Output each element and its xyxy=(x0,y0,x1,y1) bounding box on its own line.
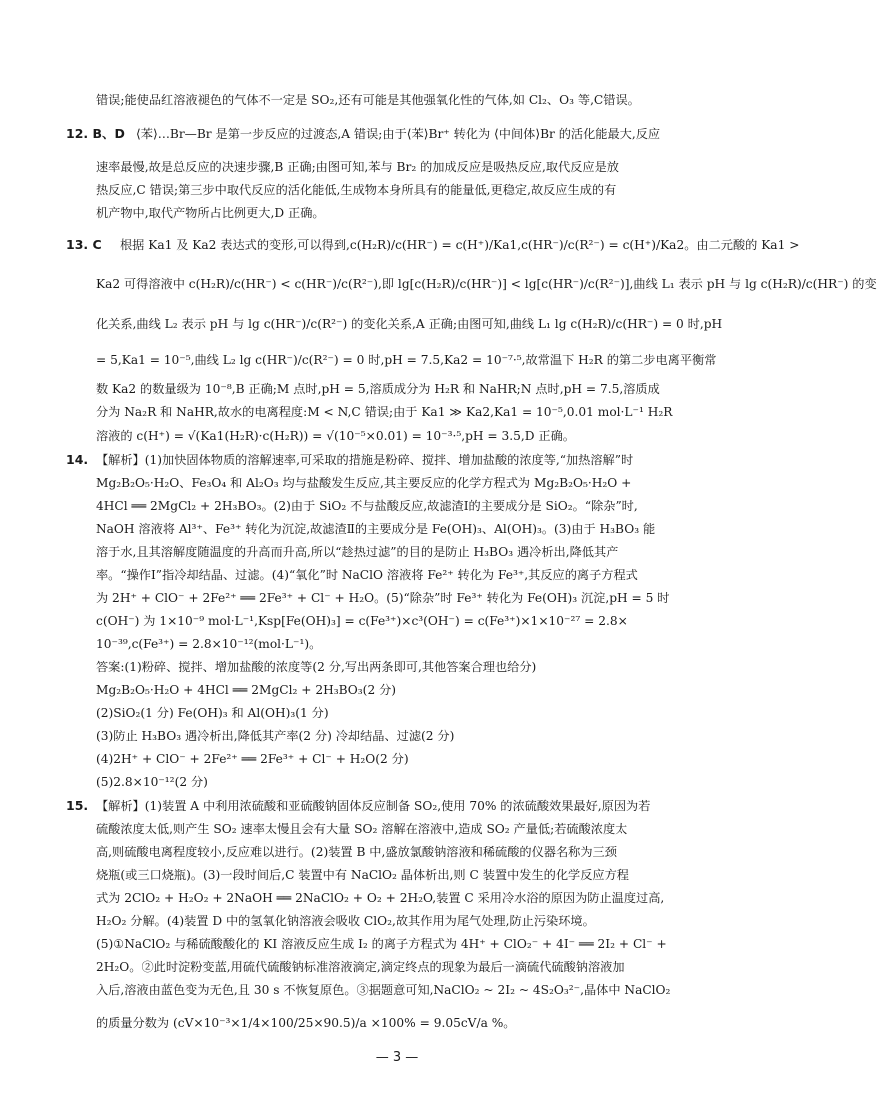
q14-line: Mg₂B₂O₅·H₂O、Fe₃O₄ 和 Al₂O₃ 均与盐酸发生反应,其主要反应的化学方程式为 Mg₂B₂O₅·H₂O + xyxy=(96,476,632,490)
q14-line: NaOH 溶液将 Al³⁺、Fe³⁺ 转化为沉淀,故滤渣Ⅱ的主要成分是 Fe(OH)₃、Al(OH)₃。(3)由于 H₃BO₃ 能 xyxy=(96,522,656,536)
q14-line: c(OH⁻) 为 1×10⁻⁹ mol·L⁻¹,Ksp[Fe(OH)₃] = c(Fe³⁺)×c³(OH⁻) = c(Fe³⁺)×1×10⁻²⁷ = 2.8× xyxy=(96,614,628,628)
q14-line: 【解析】(1)加快固体物质的溶解速率,可采取的措施是粉碎、搅拌、增加盐酸的浓度等,“加热溶解”时 xyxy=(96,453,634,467)
q12-line: 速率最慢,故是总反应的决速步骤,B 正确;由图可知,苯与 Br₂ 的加成反应是吸热反应,取代反应是放 xyxy=(96,160,619,174)
q13-line: 根据 Ka1 及 Ka2 表达式的变形,可以得到,c(H₂R)/c(HR⁻) = c(H⁺)/Ka1,c(HR⁻)/c(R²⁻) = c(H⁺)/Ka2。由二元酸的 Ka1 > xyxy=(120,238,800,252)
q14-answer-line: (5)2.8×10⁻¹²(2 分) xyxy=(96,775,208,789)
q15-line: 的质量分数为 (cV×10⁻³×1/4×100/25×90.5)/a ×100% = 9.05cV/a %。 xyxy=(96,1016,516,1030)
q12-line: ⟨苯⟩…Br—Br 是第一步反应的过渡态,A 错误;由于⟨苯⟩Br⁺ 转化为 ⟨中间体⟩Br 的活化能最大,反应 xyxy=(136,127,661,141)
q15-line: 硫酸浓度太低,则产生 SO₂ 速率太慢且会有大量 SO₂ 溶解在溶液中,造成 SO₂ 产量低;若硫酸浓度太 xyxy=(96,822,628,836)
q15-line: H₂O₂ 分解。(4)装置 D 中的氢氧化钠溶液会吸收 ClO₂,故其作用为尾气处理,防止污染环境。 xyxy=(96,914,595,928)
q14-number: 14. xyxy=(66,452,89,467)
q15-line: 2H₂O。②此时淀粉变蓝,用硫代硫酸钠标准溶液滴定,滴定终点的现象为最后一滴硫代硫酸钠溶液加 xyxy=(96,960,625,974)
q13-line: Ka2 可得溶液中 c(H₂R)/c(HR⁻) < c(HR⁻)/c(R²⁻),即 lg[c(H₂R)/c(HR⁻)] < lg[c(HR⁻)/c(R²⁻)],曲线 L₁ 表示 pH 与 lg c(H₂R)/c(HR⁻) 的变 xyxy=(96,277,877,291)
q14-answer-line: (3)防止 H₃BO₃ 遇冷析出,降低其产率(2 分) 冷却结晶、过滤(2 分) xyxy=(96,729,455,743)
q12-number: 12. B、D xyxy=(66,126,125,141)
q15-number: 15. xyxy=(66,798,89,813)
q13-line: 溶液的 c(H⁺) = √(Ka1(H₂R)·c(H₂R)) = √(10⁻⁵×0.01) = 10⁻³·⁵,pH = 3.5,D 正确。 xyxy=(96,429,575,443)
q15-line: 式为 2ClO₂ + H₂O₂ + 2NaOH ══ 2NaClO₂ + O₂ + 2H₂O,装置 C 采用冷水浴的原因为防止温度过高, xyxy=(96,891,665,905)
q14-line: 溶于水,且其溶解度随温度的升高而升高,所以“趁热过滤”的目的是防止 H₃BO₃ 遇冷析出,降低其产 xyxy=(96,545,619,559)
q12-line: 机产物中,取代产物所占比例更大,D 正确。 xyxy=(96,206,325,220)
page-number: — 3 — xyxy=(375,1050,419,1065)
q13-line: 化关系,曲线 L₂ 表示 pH 与 lg c(HR⁻)/c(R²⁻) 的变化关系,A 正确;由图可知,曲线 L₁ lg c(H₂R)/c(HR⁻) = 0 时,pH xyxy=(96,317,723,331)
q14-answer-line: (2)SiO₂(1 分) Fe(OH)₃ 和 Al(OH)₃(1 分) xyxy=(96,706,329,720)
q13-line: = 5,Ka1 = 10⁻⁵,曲线 L₂ lg c(HR⁻)/c(R²⁻) = 0 时,pH = 7.5,Ka2 = 10⁻⁷·⁵,故常温下 H₂R 的第二步电离平衡常 xyxy=(96,353,717,367)
q15-line: 入后,溶液由蓝色变为无色,且 30 s 不恢复原色。③据题意可知,NaClO₂ ~ 2I₂ ~ 4S₂O₃²⁻,晶体中 NaClO₂ xyxy=(96,983,671,997)
q14-answer-line: (4)2H⁺ + ClO⁻ + 2Fe²⁺ ══ 2Fe³⁺ + Cl⁻ + H₂O(2 分) xyxy=(96,752,409,766)
q15-line: (5)①NaClO₂ 与稀硫酸酸化的 KI 溶液反应生成 I₂ 的离子方程式为 4H⁺ + ClO₂⁻ + 4I⁻ ══ 2I₂ + Cl⁻ + xyxy=(96,937,667,951)
q14-line: 10⁻³⁹,c(Fe³⁺) = 2.8×10⁻¹²(mol·L⁻¹)。 xyxy=(96,637,322,651)
q13-number: 13. C xyxy=(66,237,102,252)
q14-answer-line: 答案:(1)粉碎、搅拌、增加盐酸的浓度等(2 分,写出两条即可,其他答案合理也给分) xyxy=(96,660,537,674)
q12-line: 热反应,C 错误;第三步中取代反应的活化能低,生成物本身所具有的能量低,更稳定,故反应生成的有 xyxy=(96,183,617,197)
q14-line: 4HCl ══ 2MgCl₂ + 2H₃BO₃。(2)由于 SiO₂ 不与盐酸反应,故滤渣Ⅰ的主要成分是 SiO₂。“除杂”时, xyxy=(96,499,638,513)
q14-line: 为 2H⁺ + ClO⁻ + 2Fe²⁺ ══ 2Fe³⁺ + Cl⁻ + H₂O。(5)“除杂”时 Fe³⁺ 转化为 Fe(OH)₃ 沉淀,pH = 5 时 xyxy=(96,591,670,605)
q13-line: 分为 Na₂R 和 NaHR,故水的电离程度:M < N,C 错误;由于 Ka1 ≫ Ka2,Ka1 = 10⁻⁵,0.01 mol·L⁻¹ H₂R xyxy=(96,405,673,419)
intro-line: 错误;能使品红溶液褪色的气体不一定是 SO₂,还有可能是其他强氧化性的气体,如 Cl₂、O₃ 等,C错误。 xyxy=(96,93,640,107)
q15-line: 高,则硫酸电离程度较小,反应难以进行。(2)装置 B 中,盛放氯酸钠溶液和稀硫酸的仪器名称为三颈 xyxy=(96,845,617,859)
q15-line: 【解析】(1)装置 A 中利用浓硫酸和亚硫酸钠固体反应制备 SO₂,使用 70% 的浓硫酸效果最好,原因为若 xyxy=(96,799,651,813)
q14-line: 率。“操作Ⅰ”指冷却结晶、过滤。(4)“氧化”时 NaClO 溶液将 Fe²⁺ 转化为 Fe³⁺,其反应的离子方程式 xyxy=(96,568,638,582)
q14-answer-line: Mg₂B₂O₅·H₂O + 4HCl ══ 2MgCl₂ + 2H₃BO₃(2 分) xyxy=(96,683,397,697)
q13-line: 数 Ka2 的数量级为 10⁻⁸,B 正确;M 点时,pH = 5,溶质成分为 H₂R 和 NaHR;N 点时,pH = 7.5,溶质成 xyxy=(96,382,660,396)
q15-line: 烧瓶(或三口烧瓶)。(3)一段时间后,C 装置中有 NaClO₂ 晶体析出,则 C 装置中发生的化学反应方程 xyxy=(96,868,629,882)
